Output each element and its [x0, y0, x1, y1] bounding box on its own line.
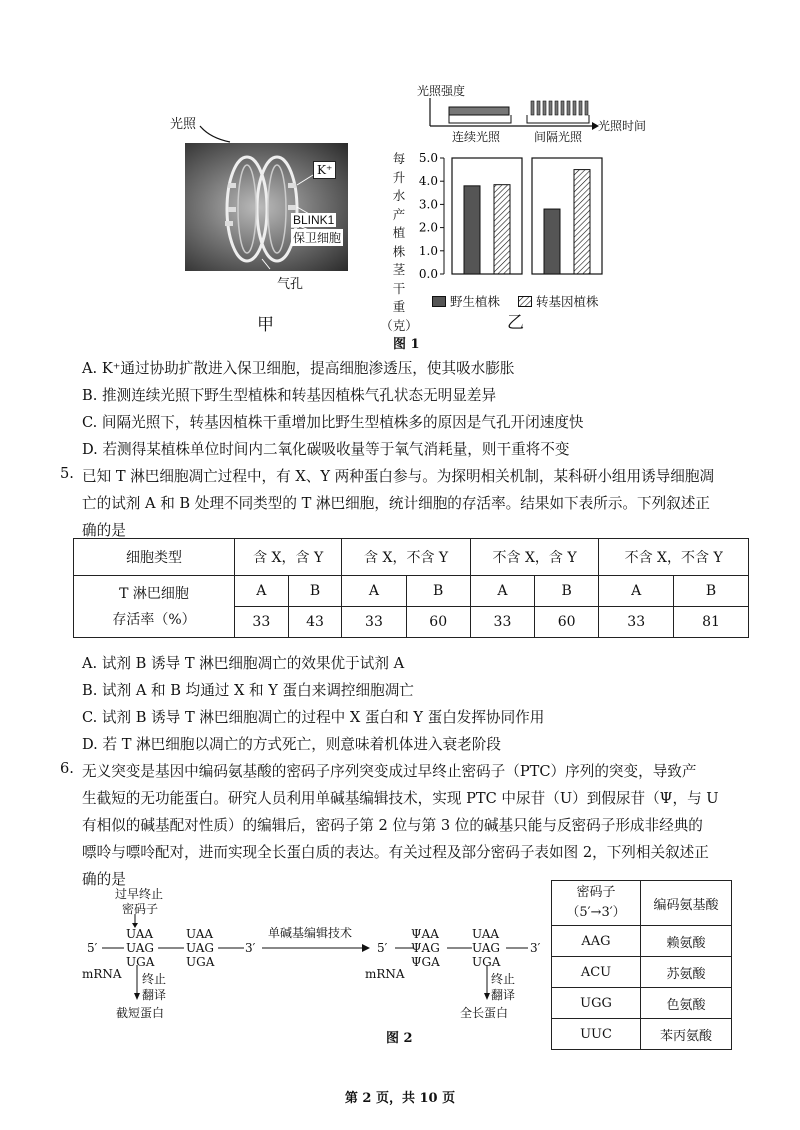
codon: ΨGA: [411, 955, 440, 969]
five-prime-label: 5′: [87, 941, 98, 955]
table-row: [552, 1019, 732, 1050]
codon-header-line: （5′→3′）: [566, 905, 626, 920]
aa-cell: 色氨酸: [641, 988, 732, 1019]
table-header-cell: 细胞类型: [74, 539, 235, 576]
option-d: D. 若 T 淋巴细胞以凋亡的方式死亡，则意味着机体进入衰老阶段: [82, 736, 501, 753]
mrna-label: mRNA: [365, 967, 405, 981]
y-axis-char: 产: [392, 206, 406, 222]
bar-transgenic: [494, 185, 510, 274]
page-footer: 第 2 页，共 10 页: [344, 1091, 456, 1106]
table-header-cell: 不含 X，含 Y: [470, 539, 598, 576]
legend-swatch-wild: [432, 296, 446, 307]
aa-cell: 苯丙氨酸: [641, 1019, 732, 1050]
question-stem-line: 确的是: [82, 522, 126, 539]
option-b: B. 试剂 A 和 B 均通过 X 和 Y 蛋白来调控细胞凋亡: [82, 682, 414, 699]
codon-header-line: 密码子: [576, 885, 616, 900]
blink1-label: BLINK1: [293, 213, 335, 227]
bar-wild: [464, 186, 480, 274]
intermittent-label: 间隔光照: [534, 130, 583, 144]
y-axis-char: 株: [392, 243, 406, 259]
y-tick-label: 5.0: [418, 151, 438, 165]
codon: UAG: [126, 941, 154, 955]
question-stem-line: 嘌呤与嘌呤配对，进而实现全长蛋白质的表达。有关过程及部分密码子表如图 2，下列相关叙述正: [82, 844, 709, 861]
bar-transgenic: [574, 170, 590, 274]
panel-b-label: 乙: [507, 313, 524, 333]
table-header-cell: 含 X，不含 Y: [342, 539, 470, 576]
y-axis-char: 每: [392, 151, 406, 166]
mrna-label: mRNA: [82, 967, 122, 981]
truncated-protein-label: 截短蛋白: [116, 1006, 165, 1020]
question-stem-line: 亡的试剂 A 和 B 处理不同类型的 T 淋巴细胞，统计细胞的存活率。结果如下表所示。下列叙述正: [82, 495, 710, 512]
value-cell: 33: [470, 607, 534, 638]
light-intensity-label: 光照强度: [417, 84, 466, 98]
row-label-line: T 淋巴细胞: [119, 585, 189, 602]
codon-table: [551, 880, 732, 1050]
table-row: [552, 988, 732, 1019]
editing-tech-label: 单碱基编辑技术: [268, 926, 353, 940]
guard-cell-label: 保卫细胞: [293, 231, 342, 245]
reagent-cell: B: [406, 576, 470, 607]
row-label-line: 存活率（%）: [112, 611, 196, 628]
y-tick-label: 3.0: [418, 197, 438, 212]
question-number: 5.: [60, 465, 74, 482]
option-c: C. 试剂 B 诱导 T 淋巴细胞凋亡的过程中 X 蛋白和 Y 蛋白发挥协同作用: [82, 709, 545, 726]
reagent-cell: B: [535, 576, 599, 607]
reagent-cell: A: [470, 576, 534, 607]
figure2-caption: 图 2: [386, 1031, 413, 1046]
light-label: 光照: [170, 117, 197, 132]
legend-swatch-transgenic: [518, 296, 532, 307]
question-stem-line: 确的是: [82, 871, 126, 888]
label-brackets: [447, 113, 591, 125]
codon-cell: UUC: [552, 1019, 641, 1050]
option-c: C. 间隔光照下，转基因植株干重增加比野生型植株多的原因是气孔开闭速度快: [82, 414, 584, 431]
continuous-label: 连续光照: [452, 130, 501, 144]
codon: ΨAA: [411, 927, 439, 941]
five-prime-label: 5′: [377, 941, 388, 955]
legend-wild: 野生植株: [450, 294, 501, 309]
question-stem-line: 无义突变是基因中编码氨基酸的密码子序列突变成过早终止密码子（PTC）序列的突变，导致产: [82, 763, 697, 780]
aa-header-cell: 编码氨基酸: [641, 881, 732, 926]
y-axis-unit: （克）: [380, 317, 418, 333]
y-tick-label: 0.0: [418, 267, 438, 281]
figure1-caption: 图 1: [393, 337, 420, 352]
codon: UAA: [472, 927, 500, 941]
y-tick-label: 1.0: [418, 243, 438, 258]
codon-cell: ACU: [552, 957, 641, 988]
translate-label: 翻译: [142, 988, 167, 1002]
survival-table: [73, 538, 749, 638]
ptc-label: 过早终止: [115, 887, 164, 901]
guard-cell-micrograph: [185, 143, 348, 271]
bar-chart: [412, 150, 612, 282]
option-b: B. 推测连续光照下野生型植株和转基因植株气孔状态无明显差异: [82, 387, 497, 404]
aa-cell: 苏氨酸: [641, 957, 732, 988]
category-panel: [532, 158, 602, 274]
value-cell: 60: [535, 607, 599, 638]
question-stem-line: 有相似的碱基配对性质）的编辑后，密码子第 2 位与第 3 位的碱基只能与反密码子形成非经典的: [82, 817, 703, 834]
panel-a-label: 甲: [257, 315, 274, 335]
y-tick-label: 2.0: [418, 220, 438, 235]
stomata-label: 气孔: [277, 277, 304, 292]
reagent-cell: A: [235, 576, 289, 607]
table-header-cell: 不含 X，不含 Y: [599, 539, 749, 576]
codon: UGA: [472, 955, 501, 969]
aa-cell: 赖氨酸: [641, 926, 732, 957]
codon-cell: UGG: [552, 988, 641, 1019]
value-cell: 60: [406, 607, 470, 638]
terminate-label: 终止: [491, 972, 516, 986]
value-cell: 33: [599, 607, 674, 638]
table-row: [552, 926, 732, 957]
value-cell: 43: [288, 607, 342, 638]
codon: UAA: [186, 927, 214, 941]
bar-wild: [544, 209, 560, 274]
full-protein-label: 全长蛋白: [460, 1006, 509, 1020]
k-ion-label: K⁺: [313, 161, 336, 179]
reagent-cell: A: [599, 576, 674, 607]
question-stem-line: 生截短的无功能蛋白。研究人员利用单碱基编辑技术，实现 PTC 中尿苷（U）到假尿苷（Ψ，与 U: [82, 790, 719, 807]
reagent-cell: B: [288, 576, 342, 607]
codon: UAG: [472, 941, 500, 955]
codon-cell: AAG: [552, 926, 641, 957]
table-header-row: [552, 881, 732, 926]
ptc-arrow: [130, 914, 140, 928]
question-number: 6.: [60, 760, 74, 777]
question-stem-line: 已知 T 淋巴细胞凋亡过程中，有 X、Y 两种蛋白参与。为探明相关机制，某科研小组用诱导细胞凋: [82, 468, 715, 485]
table-row: [74, 576, 749, 607]
light-time-label: 光照时间: [598, 119, 647, 133]
codon: UAG: [186, 941, 214, 955]
y-axis-label: [380, 150, 418, 335]
reagent-cell: A: [342, 576, 406, 607]
option-a: A. K⁺通过协助扩散进入保卫细胞，提高细胞渗透压，使其吸水膨胀: [82, 360, 515, 377]
terminate-label: 终止: [142, 972, 167, 986]
codon: ΨAG: [411, 941, 440, 955]
category-panel: [452, 158, 522, 274]
table-header-cell: 含 X，含 Y: [235, 539, 342, 576]
y-axis-char: 植: [392, 225, 406, 240]
y-axis-char: 水: [392, 188, 406, 203]
codon: UAA: [126, 927, 154, 941]
codon-header-cell: [552, 881, 641, 926]
row-label-cell: [74, 576, 235, 638]
y-tick-label: 4.0: [418, 174, 438, 189]
y-axis-char: 重: [392, 299, 406, 314]
translate-label: 翻译: [491, 988, 516, 1002]
legend-transgenic: 转基因植株: [536, 294, 599, 309]
codon: UGA: [186, 955, 215, 969]
option-a: A. 试剂 B 诱导 T 淋巴细胞凋亡的效果优于试剂 A: [82, 655, 405, 672]
value-cell: 33: [235, 607, 289, 638]
y-axis-char: 茎: [392, 262, 406, 277]
y-axis-char: 升: [392, 169, 406, 185]
y-axis-char: 干: [392, 280, 406, 296]
value-cell: 81: [674, 607, 749, 638]
reagent-cell: B: [674, 576, 749, 607]
three-prime-label: 3′: [530, 941, 541, 955]
value-cell: 33: [342, 607, 406, 638]
ptc-label: 密码子: [122, 902, 159, 916]
three-prime-label: 3′: [245, 941, 256, 955]
table-row: [552, 957, 732, 988]
option-d: D. 若测得某植株单位时间内二氧化碳吸收量等于氧气消耗量，则干重将不变: [82, 441, 570, 458]
table-header-row: [74, 539, 749, 576]
codon: UGA: [126, 955, 155, 969]
